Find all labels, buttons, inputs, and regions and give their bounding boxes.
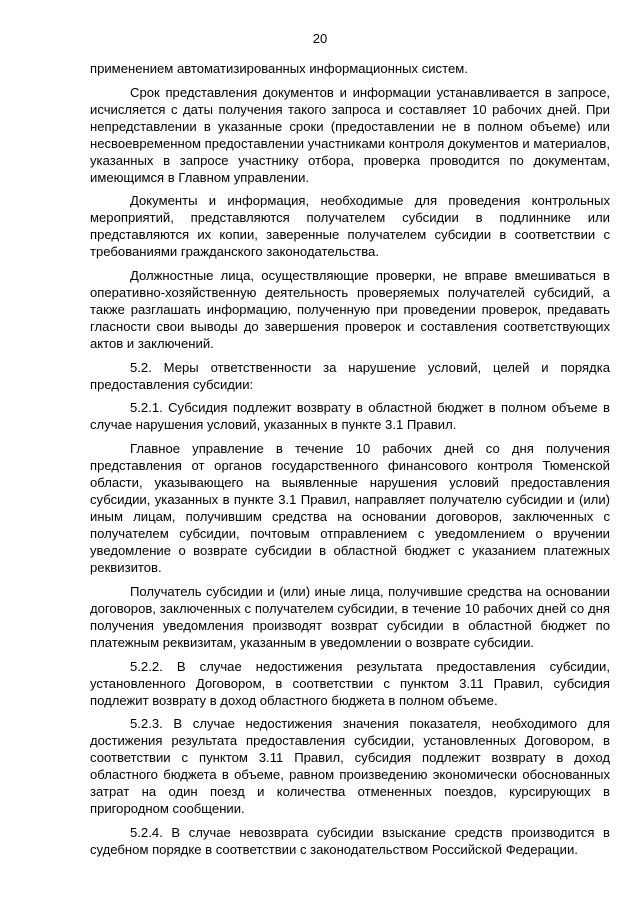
document-body: [90, 60, 610, 865]
section-heading: 5.2. Меры ответственности за нарушение условий, целей и порядка предоставления субсидии:: [90, 359, 610, 392]
paragraph: Получатель субсидии и (или) иные лица, получившие средства на основании договоров, заключенных с получателем субсидии, в течение 10 рабочих дней со дня получения уведомления производят возврат субсидии в областной бюджет по платежным реквизитам, указанным в уведомлении о возврате субсидии.: [90, 583, 610, 650]
paragraph: 5.2.3. В случае недостижения значения показателя, необходимого для достижения результата предоставления субсидии, установленных Договором, в соответствии с пунктом 3.11 Правил, субсидия подлежит возврату в доход областного бюджета в объеме, равном произведению экономически обоснованных затрат на один поезд и количества отмененных поездов, курсирующих в пригородном сообщении.: [90, 716, 610, 817]
paragraph: 5.2.4. В случае невозврата субсидии взыскание средств производится в судебном порядке в соответствии с законодательством Российской Федерации.: [90, 824, 610, 857]
paragraph: Документы и информация, необходимые для проведения контрольных мероприятий, представляются получателем субсидии в подлиннике или представляются их копии, заверенные получателем субсидии в соответствии с требованиями гражданского законодательства.: [90, 193, 610, 260]
paragraph: 5.2.2. В случае недостижения результата предоставления субсидии, установленного Договором, в соответствии с пунктом 3.11 Правил, субсидия подлежит возврату в доход областного бюджета в полном объеме.: [90, 658, 610, 708]
paragraph: применением автоматизированных информационных систем.: [90, 61, 468, 76]
paragraph: Главное управление в течение 10 рабочих дней со дня получения представления от органов государственного финансового контроля Тюменской области, указывающего на выявленные нарушения условий предоставления субсидии, указанных в пункте 3.1 Правил, направляет получателю субсидии и (или) иным лицам, получившим средства на основании договоров, заключенных с получателем субсидии, почтовым отправлением с уведомлением о вручении уведомление о возврате субсидии в областной бюджет с указанием платежных реквизитов.: [90, 440, 610, 576]
paragraph: 5.2.1. Субсидия подлежит возврату в областной бюджет в полном объеме в случае нарушения условий, указанных в пункте 3.1 Правил.: [90, 400, 610, 433]
paragraph: Должностные лица, осуществляющие проверки, не вправе вмешиваться в оперативно-хозяйственную деятельность проверяемых получателей субсидий, а также разглашать информацию, полученную при проведении проверок, предавать гласности свои выводы до завершения проверок и составления соответствующих актов и заключений.: [90, 268, 610, 352]
paragraph: Срок представления документов и информации устанавливается в запросе, исчисляется с даты получения такого запроса и составляет 10 рабочих дней. При непредставлении в указанные сроки (предоставлении не в полном объеме) или несвоевременном предоставлении участниками контроля документов и материалов, указанных в запросе участнику отбора, проверка проводится по документам, имеющимся в Главном управлении.: [90, 84, 610, 185]
page-number: 20: [312, 31, 328, 46]
